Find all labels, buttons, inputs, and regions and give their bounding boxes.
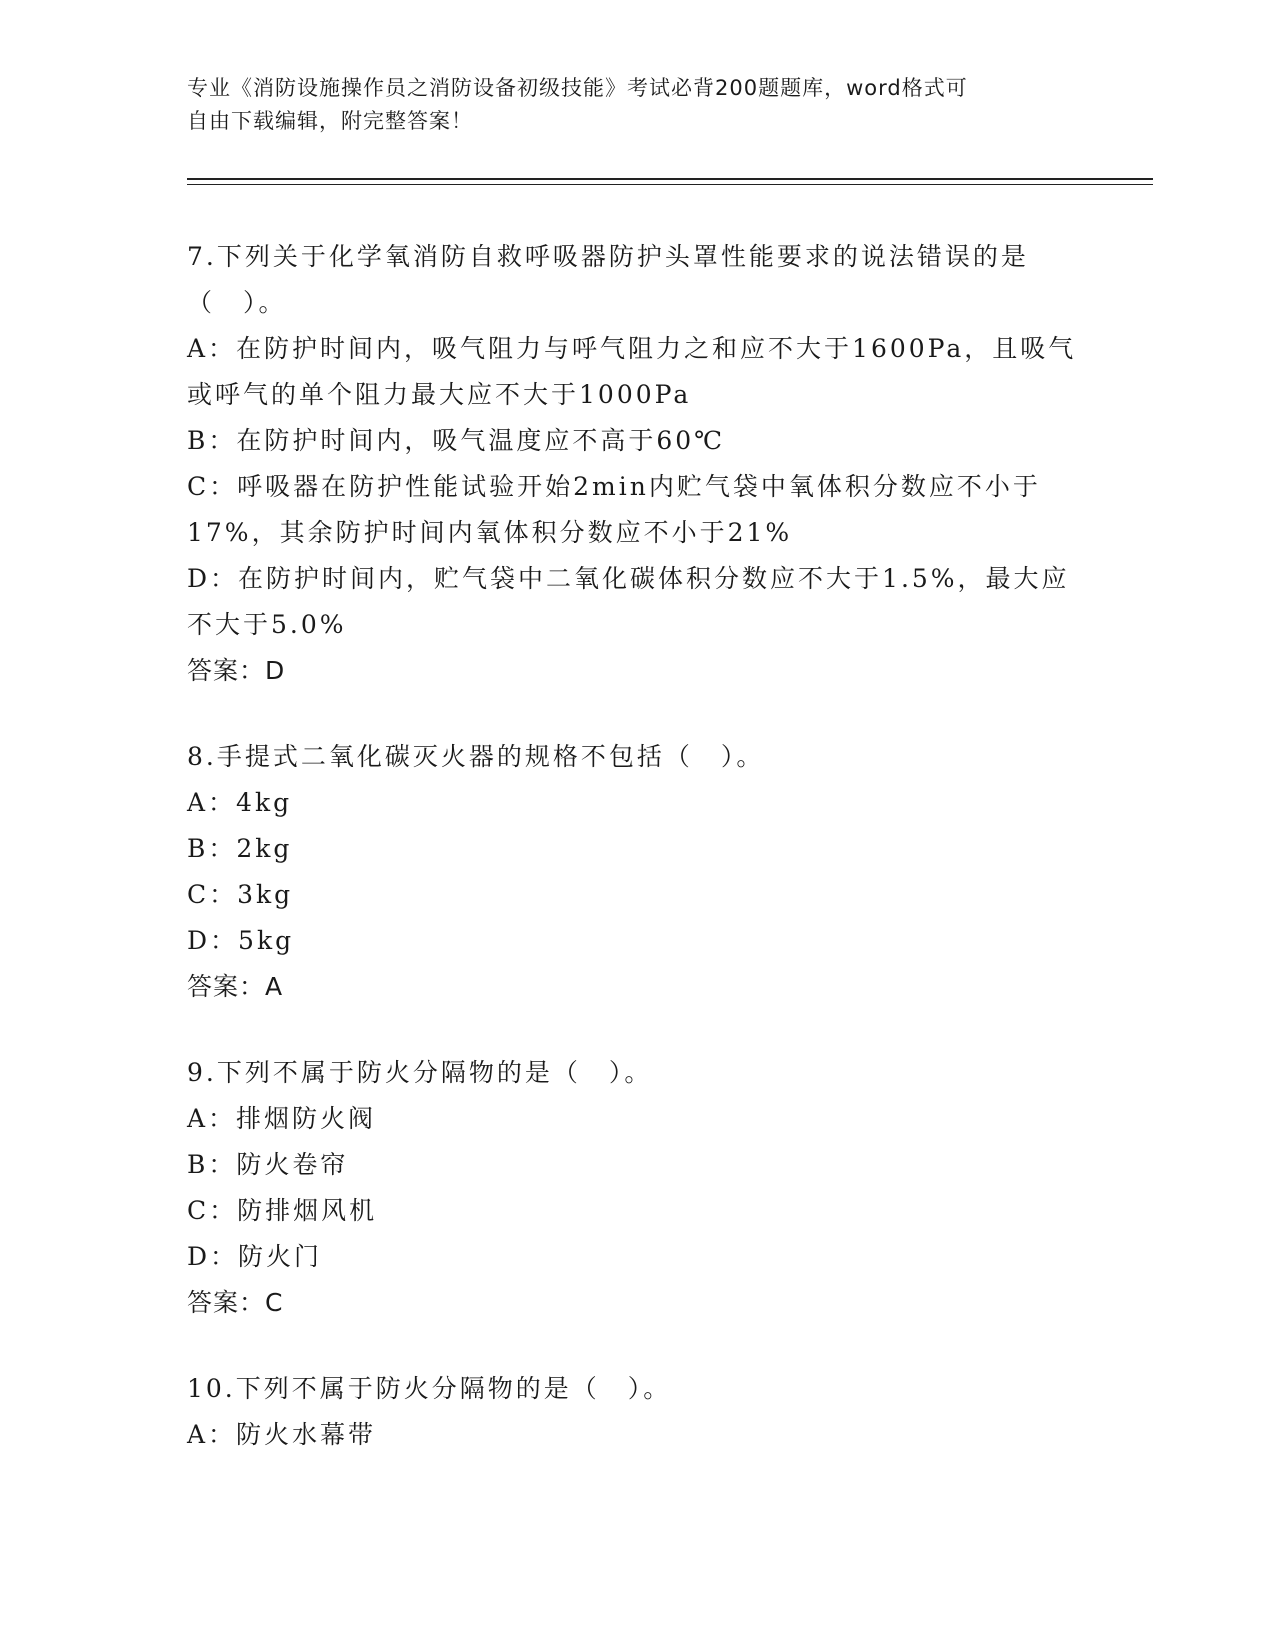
option-d-continued: 不大于5.0% [187, 610, 347, 639]
answer-label: 答案：D [187, 656, 286, 685]
question-10 [187, 1366, 1087, 1458]
question-list [187, 234, 1087, 1498]
question-stem-continued: （ ）。 [187, 288, 287, 317]
option-d: D：在防护时间内，贮气袋中二氧化碳体积分数应不大于1.5%，最大应 [187, 564, 1070, 593]
option-b: B：2kg [187, 834, 293, 863]
option-d: D：防火门 [187, 1242, 323, 1271]
option-c: C：3kg [187, 880, 294, 909]
header-line-2: 自由下载编辑，附完整答案！ [187, 109, 473, 133]
answer-label: 答案：C [187, 1288, 284, 1317]
question-stem: 7.下列关于化学氧消防自救呼吸器防护头罩性能要求的说法错误的是 [187, 242, 1029, 271]
option-a-continued: 或呼气的单个阻力最大应不大于1000Pa [187, 380, 692, 409]
option-c: C：防排烟风机 [187, 1196, 378, 1225]
option-d: D：5kg [187, 926, 295, 955]
option-a: A：4kg [187, 788, 293, 817]
question-7 [187, 234, 1087, 694]
question-9 [187, 1050, 1087, 1326]
option-a: A：防火水幕带 [187, 1420, 377, 1449]
option-a: A：排烟防火阀 [187, 1104, 377, 1133]
question-stem: 9.下列不属于防火分隔物的是（ ）。 [187, 1058, 653, 1087]
answer-label: 答案：A [187, 972, 284, 1001]
document-header [187, 72, 1067, 138]
option-b: B：防火卷帘 [187, 1150, 349, 1179]
header-divider-thin [187, 184, 1153, 185]
option-b: B：在防护时间内，吸气温度应不高于60℃ [187, 426, 726, 455]
option-c-continued: 17%，其余防护时间内氧体积分数应不小于21% [187, 518, 793, 547]
header-line-1: 专业《消防设施操作员之消防设备初级技能》考试必背200题题库，word格式可 [187, 76, 968, 100]
question-8 [187, 734, 1087, 1010]
option-c: C：呼吸器在防护性能试验开始2min内贮气袋中氧体积分数应不小于 [187, 472, 1041, 501]
option-a: A：在防护时间内，吸气阻力与呼气阻力之和应不大于1600Pa，且吸气 [187, 334, 1077, 363]
question-stem: 8.手提式二氧化碳灭火器的规格不包括（ ）。 [187, 742, 765, 771]
question-stem: 10.下列不属于防火分隔物的是（ ）。 [187, 1374, 672, 1403]
header-divider-thick [187, 178, 1153, 180]
